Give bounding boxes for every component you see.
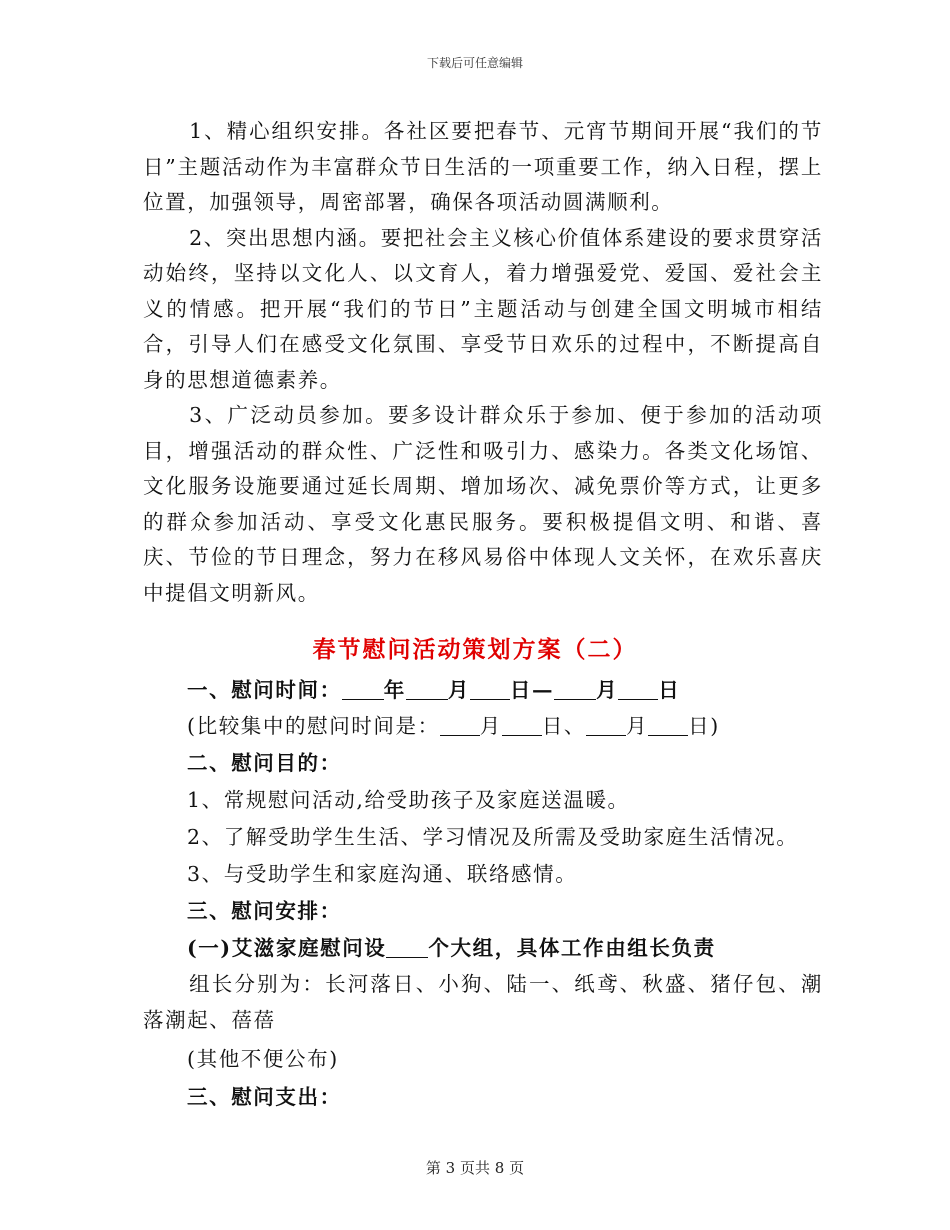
paragraph-2: 2、突出思想内涵。要把社会主义核心价值体系建设的要求贯穿活动始终，坚持以文化人、以文育人，着力增强爱党、爱国、爱社会主义的情感。把开展“我们的节日”主题活动与创建全国文明城市相结合，引导人们在感受文化氛围、享受节日欢乐的过程中，不断提高自身的思想道德素养。 bbox=[143, 225, 823, 392]
month-label: 月 bbox=[447, 678, 470, 702]
year-label: 年 bbox=[383, 678, 406, 702]
focus-day1-blank bbox=[502, 715, 542, 737]
day-blank bbox=[470, 679, 510, 701]
paragraph-3: 3、广泛动员参加。要多设计群众乐于参加、便于参加的活动项目，增强活动的群众性、广泛性和吸引力、感染力。各类文化场馆、文化服务设施要通过延长周期、增加场次、减免票价等方式，让更多的群众参加活动、享受文化惠民服务。要积极提倡文明、和谐、喜庆、节俭的节日理念，努力在移风易俗中体现人文关怀，在欢乐喜庆中提倡文明新风。 bbox=[143, 403, 823, 605]
focus-month1: 月 bbox=[479, 714, 502, 738]
focus-month2: 月 bbox=[626, 714, 649, 738]
purpose-item-3: 3、与受助学生和家庭沟通、联络感情。 bbox=[187, 862, 578, 886]
expense-heading: 三、慰问支出： bbox=[187, 1085, 342, 1109]
month-blank bbox=[406, 679, 448, 701]
document-title: 春节慰问活动策划方案（二） bbox=[312, 636, 638, 663]
time-label: 一、慰问时间： bbox=[187, 678, 342, 702]
page-header: 下载后可任意编辑 bbox=[426, 56, 523, 70]
purpose-item-1: 1、常规慰问活动,给受助孩子及家庭送温暖。 bbox=[187, 788, 630, 812]
arrange-heading: 三、慰问安排： bbox=[187, 899, 342, 923]
year-blank bbox=[342, 679, 384, 701]
month2-blank bbox=[554, 679, 596, 701]
focus-month2-blank bbox=[586, 715, 626, 737]
day2-label: 日 bbox=[658, 678, 681, 702]
page-footer: 第 3 页共 8 页 bbox=[425, 1159, 525, 1177]
day-dash-label: 日— bbox=[509, 678, 555, 702]
focus-time-line bbox=[187, 712, 720, 740]
group-before: (一)艾滋家庭慰问设 bbox=[187, 936, 387, 960]
month2-label: 月 bbox=[596, 678, 619, 702]
purpose-heading: 二、慰问目的： bbox=[187, 751, 342, 775]
focus-open: (比较集中的慰问时间是： bbox=[187, 714, 440, 738]
time-line bbox=[187, 676, 680, 704]
focus-month1-blank bbox=[440, 715, 480, 737]
note-line: (其他不便公布) bbox=[187, 1047, 339, 1071]
group-after: 个大组，具体工作由组长负责 bbox=[428, 936, 716, 960]
leaders-section bbox=[143, 967, 823, 1038]
focus-day-sep: 日、 bbox=[541, 714, 587, 738]
focus-day2-blank bbox=[648, 715, 688, 737]
body-section bbox=[143, 114, 823, 611]
focus-close: 日) bbox=[688, 714, 720, 738]
paragraph-1: 1、精心组织安排。各社区要把春节、元宵节期间开展“我们的节日”主题活动作为丰富群众节日生活的一项重要工作，纳入日程，摆上位置，加强领导，周密部署，确保各项活动圆满顺利。 bbox=[143, 119, 823, 214]
leaders-paragraph: 组长分别为：长河落日、小狗、陆一、纸鸢、秋盛、猪仔包、潮落潮起、蓓蓓 bbox=[143, 972, 823, 1032]
day2-blank bbox=[618, 679, 658, 701]
group-line bbox=[187, 934, 716, 962]
purpose-item-2: 2、了解受助学生生活、学习情况及所需及受助家庭生活情况。 bbox=[187, 825, 799, 849]
group-count-blank bbox=[386, 937, 428, 959]
